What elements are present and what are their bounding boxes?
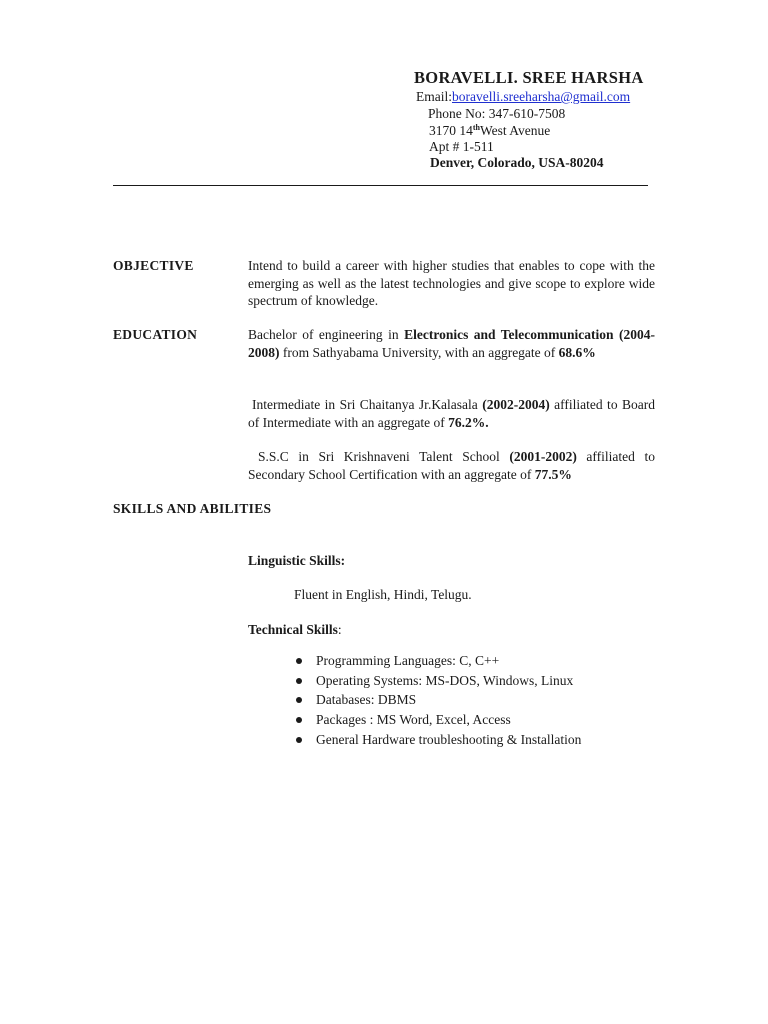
education-text: Bachelor of engineering in — [248, 327, 405, 342]
objective-text: Intend to build a career with higher studies that enables to cope with the emerging as well as the latest technologies and give scope to explore wide spectrum of knowledge. — [248, 258, 655, 308]
education-aggregate: 68.6% — [558, 344, 596, 360]
email-link[interactable]: boravelli.sreeharsha@gmail.com — [452, 89, 631, 104]
skill-text: Databases: DBMS — [316, 692, 417, 708]
street-name: West Avenue — [480, 123, 551, 138]
technical-skills-label: Technical Skills — [248, 622, 338, 637]
bullet-icon — [296, 678, 302, 684]
street-ordinal: th — [472, 123, 480, 132]
education-text: affiliated to Secondary School Certification with an aggregate of — [248, 449, 655, 482]
technical-skills-colon: : — [337, 622, 342, 637]
education-entry-ssc — [248, 448, 655, 483]
list-item — [294, 730, 581, 750]
education-highlight: (2001-2002) — [509, 449, 577, 464]
education-text: from Sathyabama University, with an aggregate of — [279, 344, 559, 360]
phone-number: Phone No: 347-610-7508 — [428, 106, 566, 121]
education-aggregate: 76.2%. — [448, 414, 489, 430]
skill-text: Programming Languages: C, C++ — [316, 653, 500, 668]
bullet-icon — [296, 717, 302, 723]
candidate-name: BORAVELLI. SREE HARSHA — [414, 68, 644, 87]
skill-text: Packages : MS Word, Excel, Access — [316, 712, 511, 728]
list-item — [294, 671, 581, 691]
skill-text: Operating Systems: MS-DOS, Windows, Linux — [316, 672, 574, 688]
technical-skills-list — [294, 651, 581, 749]
education-entry-intermediate — [248, 396, 655, 431]
email-label: Email: — [416, 89, 452, 104]
education-text: S.S.C in Sri Krishnaveni Talent School — [258, 449, 510, 464]
education-highlight: (2002-2004) — [482, 397, 550, 412]
bullet-icon — [296, 697, 302, 703]
list-item — [294, 651, 581, 671]
objective-heading: OBJECTIVE — [113, 258, 194, 273]
email-line — [416, 89, 630, 105]
education-highlight: Electronics and Telecommunication (2004-2008) — [248, 327, 656, 360]
education-entry-degree — [248, 326, 655, 361]
technical-skills-heading — [248, 622, 342, 638]
street-number: 3170 14 — [429, 123, 473, 138]
linguistic-skills-heading: Linguistic Skills: — [248, 553, 346, 568]
linguistic-skills-text: Fluent in English, Hindi, Telugu. — [294, 587, 472, 602]
list-item — [294, 710, 581, 730]
list-item — [294, 690, 581, 710]
education-aggregate: 77.5% — [534, 466, 572, 482]
skills-heading: SKILLS AND ABILITIES — [113, 501, 272, 516]
education-heading: EDUCATION — [113, 327, 198, 342]
header-divider — [113, 185, 648, 186]
skill-text: General Hardware troubleshooting & Installation — [316, 731, 582, 747]
education-text: Intermediate in Sri Chaitanya Jr.Kalasala — [252, 397, 483, 412]
street-address — [429, 123, 550, 139]
education-text: affiliated to Board of Intermediate with an aggregate of — [248, 397, 655, 430]
bullet-icon — [296, 658, 302, 664]
bullet-icon — [296, 737, 302, 743]
city-state-zip: Denver, Colorado, USA-80204 — [430, 155, 604, 170]
apartment: Apt # 1-511 — [429, 139, 494, 154]
